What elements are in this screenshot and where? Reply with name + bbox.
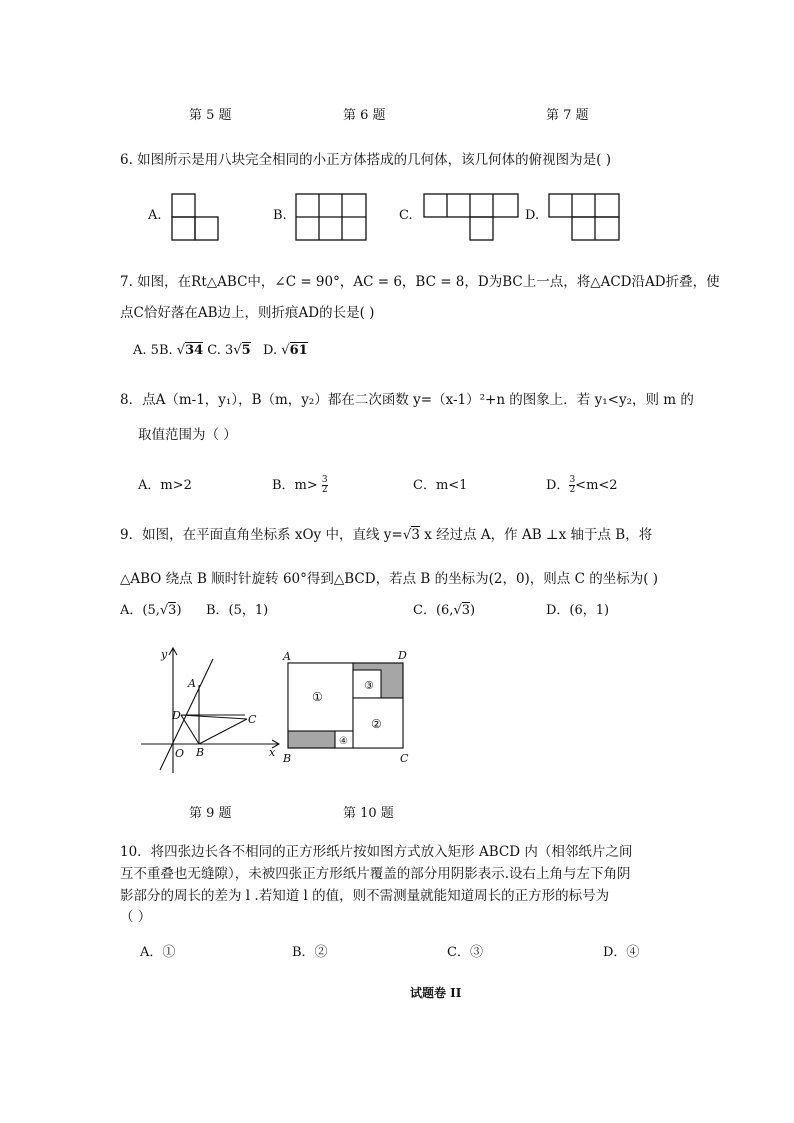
fig9-label-d: D [172,709,181,722]
section-title: 试题卷 II [410,986,462,1000]
fig9-label-c: C [248,713,257,726]
q7-line1: 7. 如图，在Rt△ABC中，∠C = 90°，AC = 6，BC = 8，D为BC上一点，将△ACD沿AD折叠，使 [120,274,720,290]
fig10-label-b: B [283,752,292,765]
q7-option-c-radicand: 5 [241,343,251,358]
fig10-square-4: ④ [339,736,348,747]
q6-label-c: C. [399,208,413,223]
fraction-denominator: 2 [321,485,328,495]
q8-line1: 8．点A（m-1，y₁），B（m，y₂）都在二次函数 y=（x-1）²+n 的图象上．若 y₁<y₂，则 m 的 [120,392,694,408]
q8-option-b [272,474,328,495]
q8-option-d-text: <m<2 [575,478,618,493]
fraction-numerator: 3 [321,475,328,485]
q9-radicand: 3 [411,527,420,543]
caption-q10: 第 10 题 [343,806,394,821]
q6-label-d: D. [525,208,540,223]
q7-option-a: A. 5 [133,343,159,358]
q9-option-b: B．(5，1) [206,603,269,618]
q10-line4: （ ） [120,909,152,925]
q6-option-a-figure [171,193,219,241]
q10-line2: 互不重叠也无缝隙），未被四张正方形纸片覆盖的部分用阴影表示.设右上角与左下角阴 [120,866,631,882]
sqrt-symbol: √ [453,603,462,618]
fraction-numerator: 3 [569,475,576,485]
q8-option-d [546,474,618,495]
fig9-label-b: B [196,746,205,759]
q6-label-a: A. [148,208,162,223]
q6-option-d-figure [548,193,620,241]
caption-q7: 第 7 题 [546,108,589,123]
fig10-label-d: D [398,649,407,662]
fig10-label-c: C [400,752,409,765]
q9-option-a-radicand: 3 [168,603,177,618]
q9-option-c-radicand: 3 [461,603,471,618]
sqrt-symbol: √ [176,343,186,358]
q10-line3: 影部分的周长的差为 l .若知道 l 的值，则不需测量就能知道周长的正方形的标号为 [120,888,610,904]
q9-line1 [120,523,652,543]
caption-q5: 第 5 题 [189,108,232,123]
q7-line2: 点C恰好落在AB边上，则折痕AD的长是( ) [120,305,375,321]
q10-option-b: B．② [292,945,328,960]
fig10-square-3: ③ [364,679,374,692]
q7-option-d-label: D. [250,343,282,358]
q8-option-a: A．m>2 [138,478,192,493]
sqrt-symbol: √ [233,343,242,358]
q9-option-a-end: ) [176,603,182,618]
q8-option-b-fraction [322,476,328,495]
fig10-square-2: ② [371,717,382,731]
sqrt-symbol: √ [159,603,169,618]
q9-option-d: D．(6，1) [546,603,610,618]
q7-option-d-radicand: 61 [289,343,308,358]
q8-option-c: C．m<1 [413,478,468,493]
q10-line1: 10．将四张边长各不相同的正方形纸片按如图方式放入矩形 ABCD 内（相邻纸片之间 [120,844,633,860]
q9-line1-end: x 经过点 A，作 AB ⊥x 轴于点 B，将 [419,527,653,543]
caption-q9: 第 9 题 [189,806,232,821]
fig9-label-a: A [188,677,196,690]
q9-option-a-start: A．(5, [120,603,160,618]
q8-option-d-label: D． [546,478,570,493]
fig9-label-x: x [269,746,276,759]
q7-option-b-label: B. [158,343,177,358]
q7-options [133,343,308,358]
q9-line2: △ABO 绕点 B 顺时针旋转 60°得到△BCD，若点 B 的坐标为(2，0)，则点 C 的坐标为( ) [120,571,659,587]
q10-option-c: C．③ [447,945,483,960]
q10-option-a: A．① [140,945,176,960]
q6-option-b-figure [295,193,367,241]
q9-option-c-start: C．(6, [413,603,454,618]
q9-option-c [413,599,475,618]
q8-option-b-text: B．m> [272,478,318,493]
q10-option-d: D．④ [603,945,640,960]
sqrt-symbol: √ [281,343,290,358]
q8-line2: 取值范围为（ ） [138,427,237,443]
q6-option-c-figure [423,193,519,241]
q7-option-c-label: C. 3 [203,343,234,358]
caption-q6: 第 6 题 [343,108,386,123]
q6-label-b: B. [273,208,287,223]
fig9-label-y: y [161,648,168,661]
fig10-square-1: ① [312,690,323,704]
fig9-label-o: O [175,747,185,760]
figure-9 [135,645,285,775]
fraction-denominator: 2 [569,485,576,495]
q6-text: 6. 如图所示是用八块完全相同的小正方体搭成的几何体，该几何体的俯视图为是( ) [120,152,611,168]
fig10-label-a: A [283,650,291,663]
q9-line1-start: 9．如图，在平面直角坐标系 xOy 中，直线 y= [120,527,403,543]
q9-option-c-end: ) [470,603,476,618]
q9-option-a [120,599,182,618]
sqrt-symbol: √ [402,527,412,543]
q7-option-b-radicand: 34 [185,343,204,358]
figure-10 [280,647,420,767]
